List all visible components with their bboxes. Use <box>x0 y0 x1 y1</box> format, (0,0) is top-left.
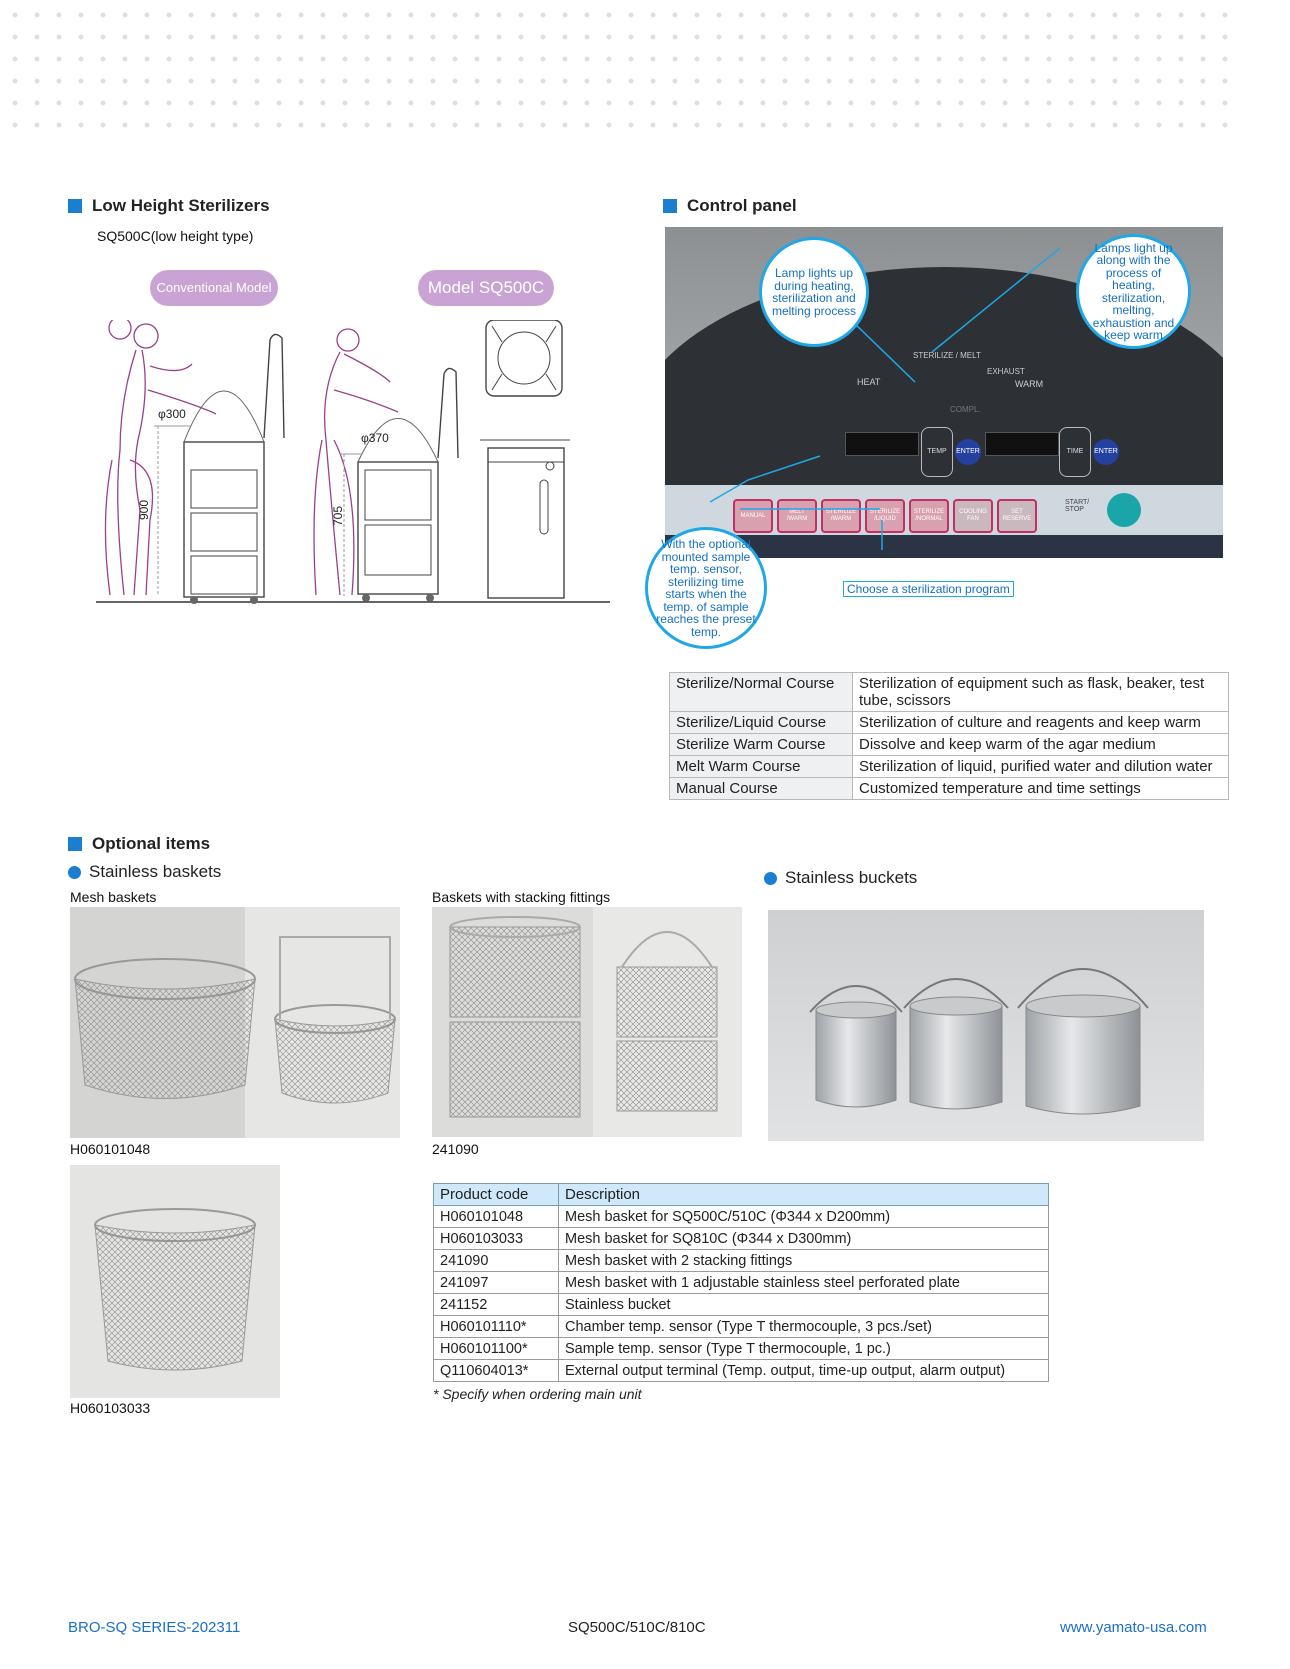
buckets-title: Stainless buckets <box>785 868 918 887</box>
section-title-optional <box>68 834 210 854</box>
section-title-control-panel <box>663 196 797 216</box>
course-name: Sterilize Warm Course <box>670 734 853 756</box>
course-description: Sterilization of culture and reagents and keep warm <box>853 712 1229 734</box>
panel-label-time: TIME <box>1059 427 1091 477</box>
callout-process: Lamps light up along with the process of heating, sterilization, melting, exhaustion and keep warm <box>1076 234 1191 349</box>
panel-label-temp: TEMP <box>921 427 953 477</box>
program-button[interactable]: MELT /WARM <box>777 499 817 533</box>
product-code: 241097 <box>434 1272 559 1294</box>
panel-label-sterilize-melt: STERILIZE / MELT <box>913 351 981 360</box>
course-name: Sterilize/Liquid Course <box>670 712 853 734</box>
course-row <box>670 778 1229 800</box>
program-button[interactable]: STERILIZE /LIQUID <box>865 499 905 533</box>
callout-heating: Lamp lights up during heating, sterilization and melting process <box>759 237 869 347</box>
ergonomics-illustration <box>90 320 620 610</box>
callout-sensor: With the optional mounted sample temp. sensor, sterilizing time starts when the temp. of sample reaches the preset temp. <box>645 527 767 649</box>
product-row <box>434 1250 1049 1272</box>
course-description: Sterilization of equipment such as flask, beaker, test tube, scissors <box>853 673 1229 712</box>
baskets-heading <box>68 862 221 882</box>
program-button[interactable]: STERILIZE /NORMAL <box>909 499 949 533</box>
model-sq500c-pill: Model SQ500C <box>418 270 554 306</box>
product-row <box>434 1294 1049 1316</box>
square-bullet-icon <box>68 199 82 213</box>
dia-model-text: φ370 <box>361 431 389 445</box>
low-height-subtitle: SQ500C(low height type) <box>97 228 254 244</box>
product-description: Mesh basket for SQ500C/510C (Φ344 x D200mm) <box>559 1206 1049 1228</box>
footer-center: SQ500C/510C/810C <box>568 1619 706 1636</box>
panel-label-enter-1: ENTER <box>955 439 981 465</box>
course-description: Customized temperature and time settings <box>853 778 1229 800</box>
code-mesh-1: H060101048 <box>70 1141 151 1157</box>
product-code: H060101048 <box>434 1206 559 1228</box>
product-row <box>434 1206 1049 1228</box>
square-bullet-icon <box>663 199 677 213</box>
mesh-caption: Mesh baskets <box>70 889 157 905</box>
product-code: Q110604013* <box>434 1360 559 1382</box>
optional-title: Optional items <box>92 834 211 853</box>
product-row <box>434 1316 1049 1338</box>
order-note: * Specify when ordering main unit <box>433 1386 642 1402</box>
product-code: 241090 <box>434 1250 559 1272</box>
course-row <box>670 673 1229 712</box>
conventional-model-pill: Conventional Model <box>150 270 278 306</box>
product-description: External output terminal (Temp. output, time-up output, alarm output) <box>559 1360 1049 1382</box>
product-description: Mesh basket with 1 adjustable stainless steel perforated plate <box>559 1272 1049 1294</box>
dot-pattern-header <box>0 0 1230 130</box>
product-row <box>434 1338 1049 1360</box>
product-description: Stainless bucket <box>559 1294 1049 1316</box>
footer-left: BRO-SQ SERIES-202311 <box>68 1619 241 1636</box>
control-panel-title: Control panel <box>687 196 797 215</box>
course-table <box>669 672 1229 800</box>
section-title-low-height <box>68 196 270 216</box>
product-table <box>433 1183 1049 1382</box>
mesh-basket-2-photo <box>70 1165 280 1398</box>
header-description: Description <box>559 1184 1049 1206</box>
baskets-title: Stainless baskets <box>89 862 222 881</box>
program-button[interactable]: SET RESERVE <box>997 499 1037 533</box>
circle-bullet-icon <box>68 866 81 879</box>
low-height-title: Low Height Sterilizers <box>92 196 270 215</box>
course-row <box>670 734 1229 756</box>
program-button[interactable]: MANUAL <box>733 499 773 533</box>
product-description: Sample temp. sensor (Type T thermocouple, 1 pc.) <box>559 1338 1049 1360</box>
course-description: Sterilization of liquid, purified water and dilution water <box>853 756 1229 778</box>
stacking-basket-photo <box>432 907 742 1137</box>
height-conventional-text: 900 <box>137 499 151 520</box>
course-row <box>670 756 1229 778</box>
choose-program-label: Choose a sterilization program <box>843 581 1014 597</box>
square-bullet-icon <box>68 837 82 851</box>
panel-label-compl: COMPL. <box>950 405 981 414</box>
product-row <box>434 1272 1049 1294</box>
product-row <box>434 1360 1049 1382</box>
course-name: Melt Warm Course <box>670 756 853 778</box>
product-row <box>434 1228 1049 1250</box>
header-product-code: Product code <box>434 1184 559 1206</box>
mesh-basket-photo <box>70 907 400 1138</box>
stainless-buckets-photo <box>768 910 1204 1141</box>
product-code: H060101110* <box>434 1316 559 1338</box>
height-model-text: 705 <box>331 505 345 526</box>
program-button[interactable]: COOLING FAN <box>953 499 993 533</box>
circle-bullet-icon <box>764 872 777 885</box>
course-row <box>670 712 1229 734</box>
program-button[interactable]: STERILIZE /WARM <box>821 499 861 533</box>
stacking-caption: Baskets with stacking fittings <box>432 889 611 905</box>
panel-label-exhaust: EXHAUST <box>987 367 1025 376</box>
product-code: H060101100* <box>434 1338 559 1360</box>
panel-label-warm: WARM <box>1015 379 1044 389</box>
buckets-heading <box>764 868 917 888</box>
product-description: Mesh basket with 2 stacking fittings <box>559 1250 1049 1272</box>
product-code: H060103033 <box>434 1228 559 1250</box>
panel-label-start-stop: START/ STOP <box>1065 499 1090 513</box>
code-stacking: 241090 <box>432 1141 479 1157</box>
product-code: 241152 <box>434 1294 559 1316</box>
course-name: Sterilize/Normal Course <box>670 673 853 712</box>
panel-label-enter-2: ENTER <box>1093 439 1119 465</box>
course-name: Manual Course <box>670 778 853 800</box>
product-description: Chamber temp. sensor (Type T thermocouple, 3 pcs./set) <box>559 1316 1049 1338</box>
panel-label-heat: HEAT <box>857 377 881 387</box>
footer-website-link[interactable]: www.yamato-usa.com <box>1060 1619 1207 1636</box>
code-mesh-2: H060103033 <box>70 1400 151 1416</box>
dia-conventional-text: φ300 <box>158 407 186 421</box>
product-description: Mesh basket for SQ810C (Φ344 x D300mm) <box>559 1228 1049 1250</box>
course-description: Dissolve and keep warm of the agar medium <box>853 734 1229 756</box>
